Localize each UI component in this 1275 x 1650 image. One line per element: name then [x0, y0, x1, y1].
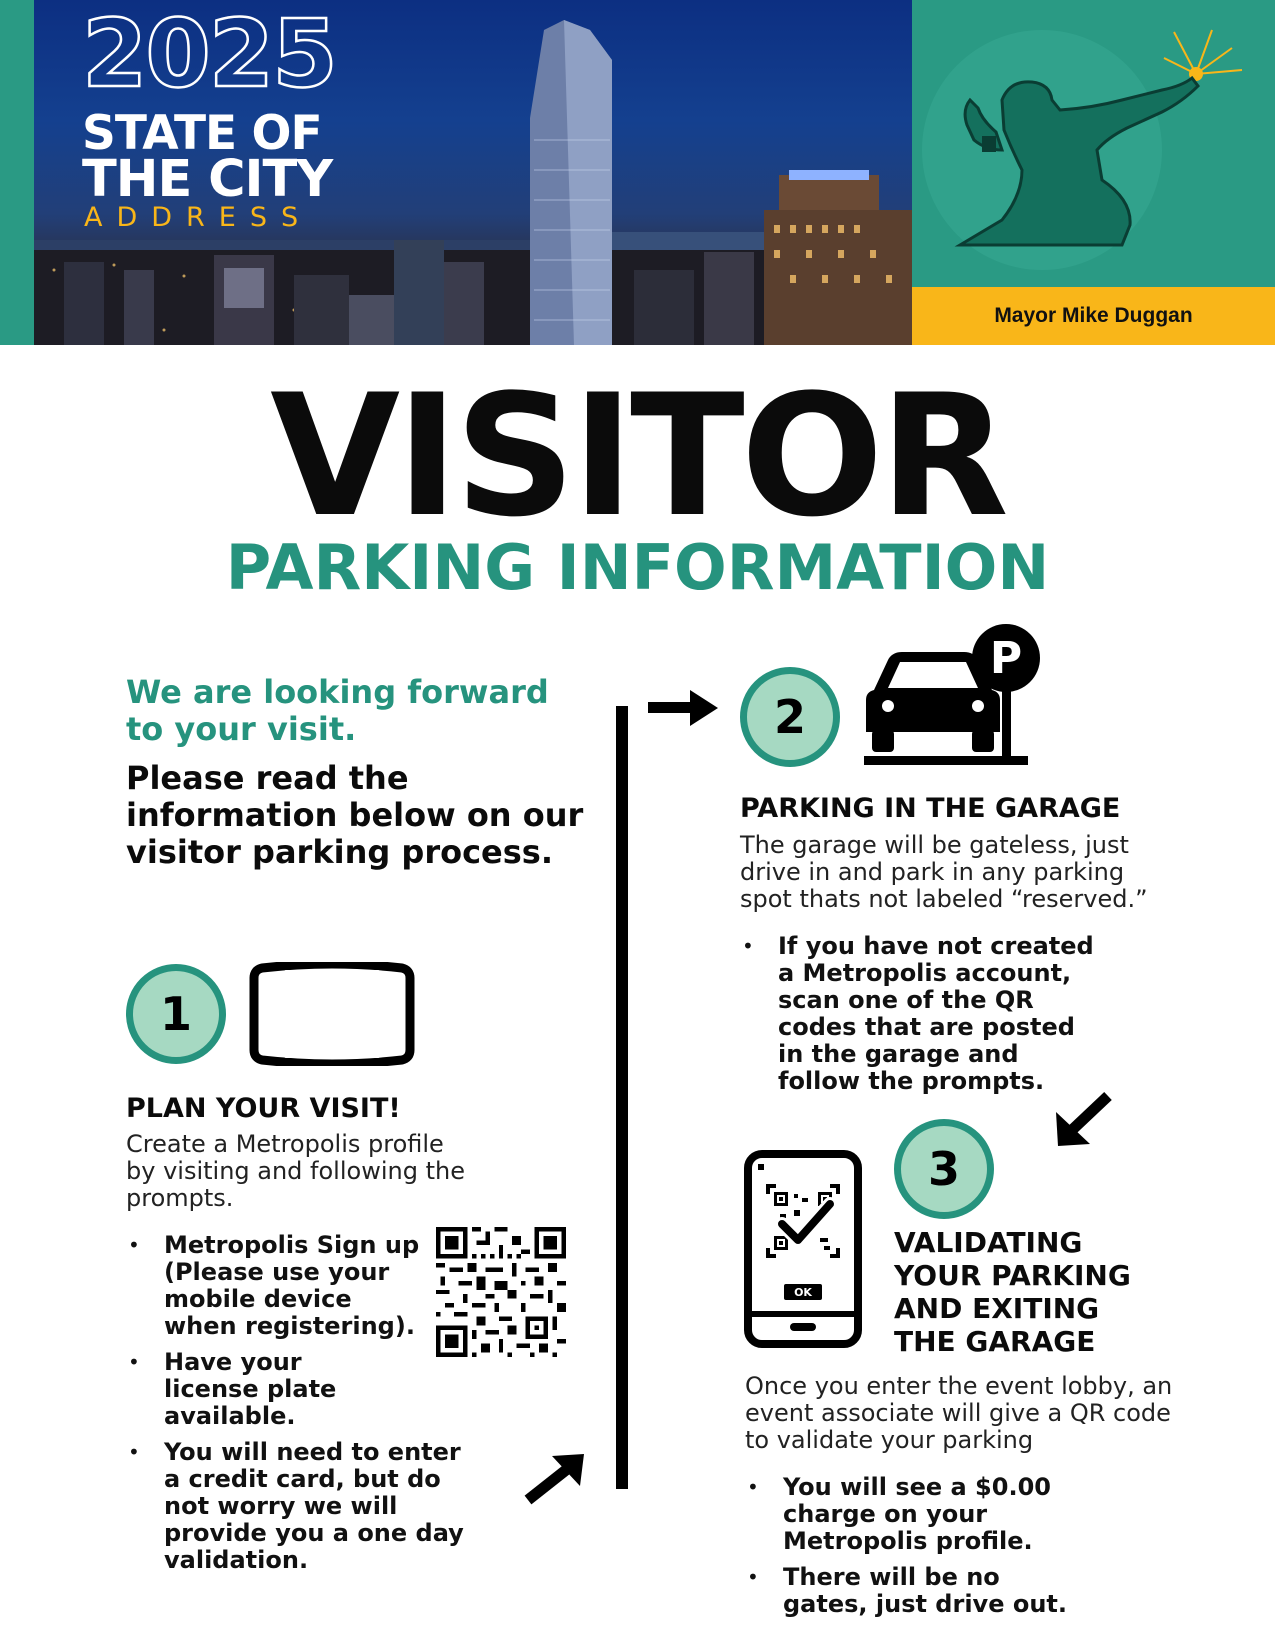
step-2-body: The garage will be gateless, just drive in and park in any parking spot thats not labeled “reserved.” [740, 831, 1148, 913]
event-title-line2: THE CITY [82, 150, 333, 209]
spirit-statue-icon [912, 0, 1275, 287]
event-title-line1: STATE OF [82, 106, 322, 161]
step-3-body: Once you enter the event lobby, an event associate will give a QR code to validate your parking [745, 1372, 1173, 1454]
step-1-bullets [126, 1232, 476, 1583]
car-parking-icon [864, 622, 1044, 772]
step-3-bullets [745, 1474, 1145, 1627]
step-1-bullet: • Metropolis Sign up (Please use your mobile device when registering). [126, 1232, 424, 1340]
intro-greeting: We are looking forward to your visit. [126, 673, 549, 748]
step-2-bullets [740, 933, 1140, 1104]
step-1-bullet: • Have your license plate available. [126, 1349, 394, 1430]
step-1-badge: 1 [126, 964, 226, 1064]
mayor-name: Mayor Mike Duggan [994, 304, 1193, 327]
column-divider [616, 706, 628, 1489]
header-teal-strip [0, 0, 34, 345]
step-1-bullet: • You will need to enter a credit card, but do not worry we will provide you a one day validation. [126, 1439, 474, 1574]
intro-body: Please read the information below on our visitor parking process. [126, 759, 584, 871]
page-subtitle: PARKING INFORMATION [225, 531, 1050, 604]
step-2-badge: 2 [740, 667, 840, 767]
step-3-bullet: • You will see a $0.00 charge on your Metropolis profile. [745, 1474, 1133, 1555]
license-plate-icon [248, 962, 416, 1066]
step-2-bullet: • If you have not created a Metropolis account, scan one of the QR codes that are posted in the garage and follow the prompts. [740, 933, 1108, 1095]
step-3-heading: VALIDATING YOUR PARKING AND EXITING THE GARAGE [894, 1226, 1131, 1358]
phone-qr-icon [744, 1150, 864, 1350]
arrow-right-icon [648, 688, 720, 728]
metropolis-signup-qr-code[interactable] [436, 1227, 566, 1357]
phone-ok-button-label: OK [794, 1286, 812, 1299]
parking-sign-letter: P [989, 633, 1023, 684]
spirit-of-detroit-panel [912, 0, 1275, 287]
step-1-heading: PLAN YOUR VISIT! [126, 1093, 401, 1124]
event-year: 2025 [82, 0, 336, 109]
header-banner [0, 0, 1275, 345]
step-3-bullet: • There will be no gates, just drive out. [745, 1564, 1073, 1618]
step-2-heading: PARKING IN THE GARAGE [740, 793, 1121, 824]
step-1-body: Create a Metropolis profile by visiting and following the prompts. [126, 1130, 465, 1212]
page-title: VISITOR [270, 358, 1005, 554]
event-title-address: ADDRESS [84, 202, 313, 233]
arrow-up-right-icon [522, 1450, 586, 1506]
step-3-badge: 3 [894, 1119, 994, 1219]
